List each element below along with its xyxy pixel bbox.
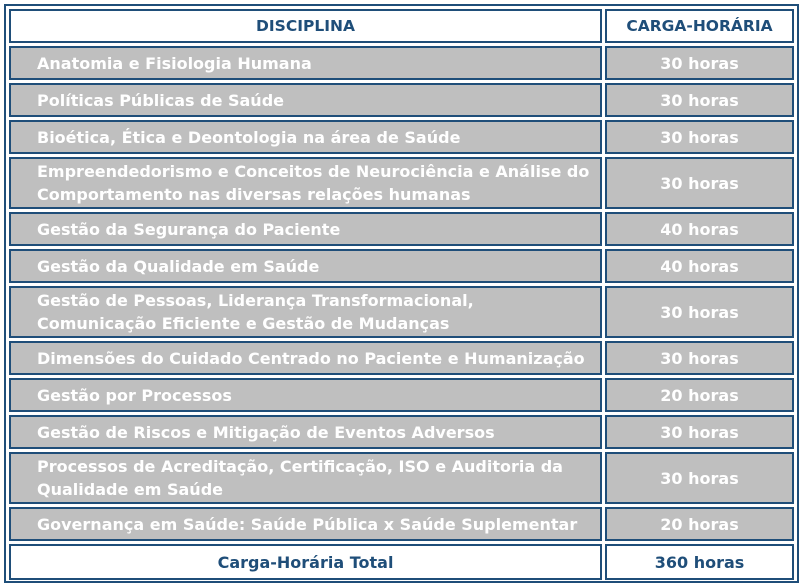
discipline-name: Bioética, Ética e Deontologia na área de Saúde	[9, 120, 602, 154]
discipline-name: Gestão de Pessoas, Liderança Transformacional, Comunicação Eficiente e Gestão de Mudanças	[9, 286, 602, 338]
curriculum-table-frame	[4, 4, 799, 583]
discipline-name: Gestão da Qualidade em Saúde	[9, 249, 602, 283]
table-row	[9, 507, 794, 541]
table-header-row	[9, 9, 794, 43]
discipline-name: Políticas Públicas de Saúde	[9, 83, 602, 117]
table-row	[9, 415, 794, 449]
total-hours: 360 horas	[605, 544, 794, 580]
table-row	[9, 452, 794, 504]
discipline-hours: 40 horas	[605, 212, 794, 246]
discipline-name: Anatomia e Fisiologia Humana	[9, 46, 602, 80]
total-label: Carga-Horária Total	[9, 544, 602, 580]
discipline-name: Gestão de Riscos e Mitigação de Eventos Adversos	[9, 415, 602, 449]
header-hours: CARGA-HORÁRIA	[605, 9, 794, 43]
discipline-hours: 30 horas	[605, 83, 794, 117]
discipline-hours: 20 horas	[605, 378, 794, 412]
table-row	[9, 378, 794, 412]
header-discipline: DISCIPLINA	[9, 9, 602, 43]
table-row	[9, 46, 794, 80]
discipline-hours: 30 horas	[605, 341, 794, 375]
discipline-name: Dimensões do Cuidado Centrado no Paciente e Humanização	[9, 341, 602, 375]
discipline-hours: 30 horas	[605, 452, 794, 504]
discipline-hours: 30 horas	[605, 46, 794, 80]
table-row	[9, 157, 794, 209]
curriculum-table	[6, 6, 797, 583]
discipline-name: Processos de Acreditação, Certificação, ISO e Auditoria da Qualidade em Saúde	[9, 452, 602, 504]
discipline-hours: 20 horas	[605, 507, 794, 541]
discipline-hours: 30 horas	[605, 120, 794, 154]
table-row	[9, 249, 794, 283]
table-row	[9, 341, 794, 375]
discipline-name: Empreendedorismo e Conceitos de Neurociência e Análise do Comportamento nas diversas relações humanas	[9, 157, 602, 209]
discipline-name: Governança em Saúde: Saúde Pública x Saúde Suplementar	[9, 507, 602, 541]
discipline-hours: 30 horas	[605, 286, 794, 338]
table-row	[9, 286, 794, 338]
discipline-hours: 30 horas	[605, 157, 794, 209]
discipline-hours: 30 horas	[605, 415, 794, 449]
discipline-name: Gestão da Segurança do Paciente	[9, 212, 602, 246]
discipline-name: Gestão por Processos	[9, 378, 602, 412]
discipline-hours: 40 horas	[605, 249, 794, 283]
table-row	[9, 120, 794, 154]
table-row	[9, 83, 794, 117]
table-footer-row	[9, 544, 794, 580]
table-row	[9, 212, 794, 246]
